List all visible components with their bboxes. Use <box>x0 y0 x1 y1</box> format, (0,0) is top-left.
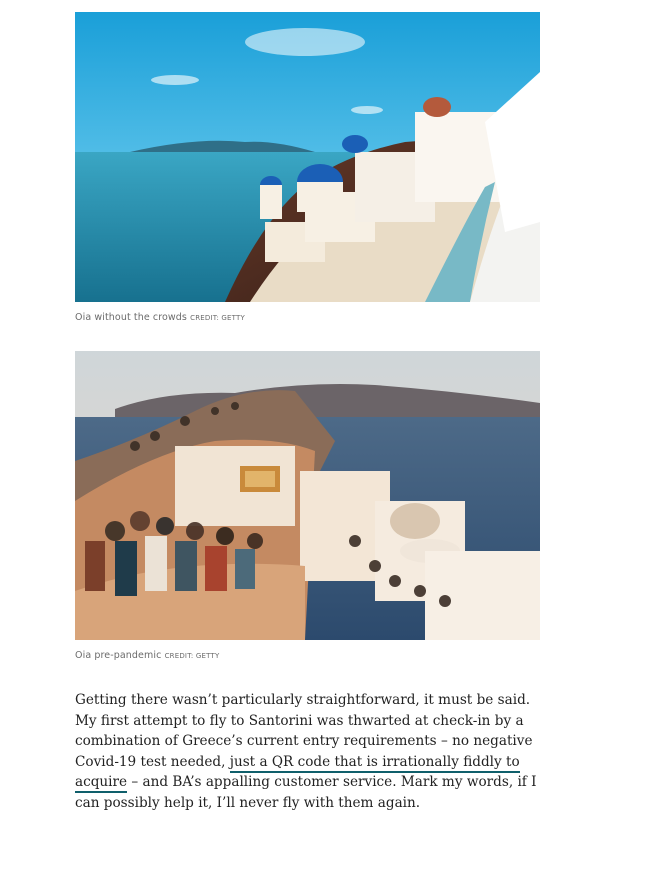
paragraph-text-after: – and BA’s appalling customer service. Mark my words, if I can possibly help it, I’ll never fly with them again. <box>75 774 537 811</box>
figure-oia-without-crowds <box>75 12 540 323</box>
figure-oia-pre-pandemic <box>75 351 540 661</box>
photo-oia-empty[interactable] <box>75 12 540 302</box>
caption-credit: CREDIT: GETTY <box>164 652 220 660</box>
paragraph-text-before: Getting there wasn’t particularly straightforward, it must be said. My first attempt to fly to Santorini was thwarted at check-in by a combination of Greece’s current entry requirements – no negative Covid-19 test needed, <box>75 692 533 770</box>
caption-text: Oia pre-pandemic <box>75 650 162 661</box>
article-paragraph <box>75 690 545 814</box>
caption-text: Oia without the crowds <box>75 312 187 323</box>
qr-code-link[interactable]: just a QR code that is irrationally fiddly to acquire <box>75 754 520 794</box>
figure-caption <box>75 312 540 323</box>
photo-oia-crowded[interactable] <box>75 351 540 640</box>
figure-caption <box>75 650 540 661</box>
caption-credit: CREDIT: GETTY <box>190 314 245 322</box>
